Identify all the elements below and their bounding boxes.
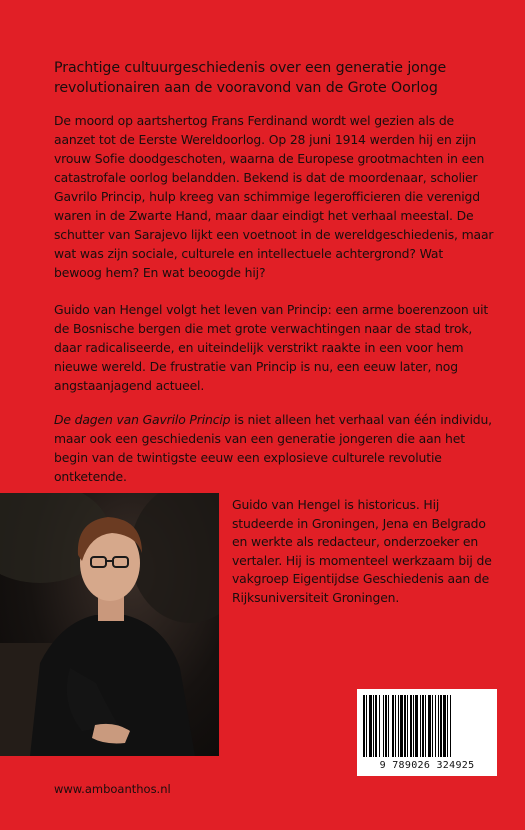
barcode-bar bbox=[363, 695, 365, 757]
book-title: De dagen van Gavrilo Princip bbox=[54, 412, 231, 427]
barcode-bar bbox=[404, 695, 406, 757]
barcode-bar bbox=[425, 695, 426, 757]
barcode-bar bbox=[422, 695, 424, 757]
barcode-bar bbox=[438, 695, 439, 757]
barcode-bar bbox=[447, 695, 448, 757]
barcode-bar bbox=[410, 695, 412, 757]
barcode-bar bbox=[432, 695, 433, 757]
barcode-bar bbox=[366, 695, 367, 757]
publisher-website: www.amboanthos.nl bbox=[54, 782, 171, 796]
barcode-bar bbox=[440, 695, 442, 757]
barcode-bar bbox=[443, 695, 446, 757]
author-bio: Guido van Hengel is historicus. Hij studeerde in Groningen, Jena en Belgrado en werkte als redacteur, onderzoeker en vertaler. Hij is momenteel werkzaam bij de vakgroep Eigentijdse Geschiedenis aan de Rijksuniversiteit Groningen. bbox=[232, 497, 492, 605]
author-photo bbox=[0, 493, 219, 756]
barcode-bar bbox=[435, 695, 436, 757]
headline: Prachtige cultuurgeschiedenis over een generatie jonge revolutionairen aan de vooravond van de Grote Oorlog bbox=[54, 60, 447, 96]
blurb-paragraph-3 bbox=[54, 410, 494, 486]
barcode-bar bbox=[420, 695, 421, 757]
barcode-bar bbox=[383, 695, 384, 757]
barcode-bar bbox=[428, 695, 431, 757]
blurb-paragraph-1: De moord op aartshertog Frans Ferdinand wordt wel gezien als de aanzet tot de Eerste Wereldoorlog. Op 28 juni 1914 werden hij en zijn vrouw Sofie doodgeschoten, waarna de Europese grootmachten in een catastrofale oorlog belandden. Bekend is dat de moordenaar, scholier Gavrilo Princip, hulp kreeg van schimmige legerofficieren die verenigd waren in de Zwarte Hand, maar daar eindigt het verhaal meestal. De schutter van Sarajevo lijkt een voetnoot in de wereldgeschiedenis, maar wat was zijn sociale, culturele en intellectuele achtergrond? Wat bewoog hem? En wat beoogde hij? bbox=[54, 113, 494, 280]
barcode-bar bbox=[392, 695, 394, 757]
barcode-bars bbox=[363, 695, 491, 757]
barcode-bar bbox=[413, 695, 414, 757]
barcode-bar bbox=[385, 695, 387, 757]
blurb-paragraph-3-text: is niet alleen het verhaal van één individu, maar ook een geschiedenis van een generatie jongeren die aan het begin van de twintigste eeuw een explosieve culturele revolutie ontketende. bbox=[54, 412, 492, 484]
barcode-bar bbox=[415, 695, 418, 757]
barcode-bar bbox=[369, 695, 372, 757]
barcode-bar bbox=[398, 695, 399, 757]
barcode-bar bbox=[400, 695, 403, 757]
isbn-number: 9 789026 324925 bbox=[379, 760, 475, 771]
barcode-bar bbox=[388, 695, 389, 757]
barcode-bar bbox=[375, 695, 377, 757]
blurb-paragraph-2: Guido van Hengel volgt het leven van Princip: een arme boerenzoon uit de Bosnische bergen die met grote verwachtingen naar de stad trok, daar radicaliseerde, en uiteindelijk verstrikt raakte in een voor hem nieuwe wereld. De frustratie van Princip is nu, een eeuw later, nog angstaanjagend actueel. bbox=[54, 302, 489, 393]
barcode-bar bbox=[407, 695, 408, 757]
barcode-bar bbox=[450, 695, 451, 757]
barcode-bar bbox=[395, 695, 396, 757]
barcode-bar bbox=[379, 695, 380, 757]
isbn-barcode bbox=[357, 689, 497, 776]
barcode-bar bbox=[373, 695, 374, 757]
author-portrait-illustration bbox=[0, 493, 219, 756]
